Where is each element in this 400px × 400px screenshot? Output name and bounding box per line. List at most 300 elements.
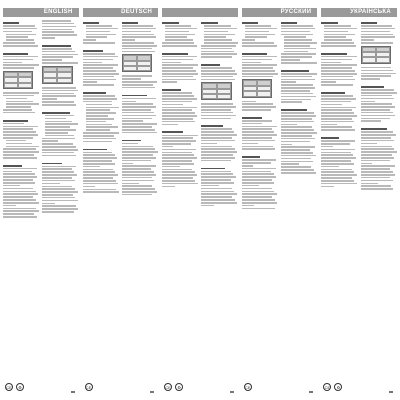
bullet-item (86, 25, 112, 27)
text-line (361, 163, 372, 165)
text-line (321, 174, 356, 176)
section-heading (83, 50, 104, 52)
text-line (42, 101, 74, 103)
text-line (281, 132, 317, 134)
text-line (201, 115, 235, 117)
text-line (242, 185, 259, 187)
text-line (242, 120, 272, 122)
bullet-item (284, 48, 316, 50)
text-line (3, 185, 20, 187)
text-line (42, 146, 75, 148)
table-cell (4, 83, 18, 88)
text-line (281, 81, 296, 83)
certification-marks (323, 383, 342, 391)
text-line (281, 34, 313, 36)
text-line (122, 45, 157, 47)
page-number (309, 391, 313, 393)
bullet-item (86, 109, 111, 111)
text-line (83, 169, 113, 171)
text-line (3, 168, 37, 170)
text-line (242, 109, 271, 111)
text-line (122, 151, 158, 153)
text-line (361, 143, 377, 145)
text-line (321, 56, 356, 58)
text-line (162, 118, 192, 120)
paragraph-gap (201, 59, 237, 62)
text-line (122, 191, 157, 193)
text-line (83, 53, 116, 55)
bullet-item (86, 112, 117, 114)
text-line (162, 64, 198, 66)
section-heading (242, 22, 258, 24)
text-line (162, 180, 195, 182)
bullet-item (86, 36, 108, 38)
bullet-item (245, 31, 269, 33)
text-line (162, 171, 195, 173)
text-line (42, 208, 78, 210)
paragraph-gap (122, 90, 158, 93)
text-line (162, 143, 191, 145)
section-heading (162, 22, 178, 24)
page-number (389, 391, 393, 393)
text-line (281, 53, 316, 55)
text-line (162, 45, 197, 47)
text-line (201, 51, 234, 53)
text-line (42, 194, 72, 196)
text-line (201, 185, 218, 187)
text-line (83, 79, 117, 81)
text-line (122, 112, 154, 114)
text-line (122, 51, 155, 53)
bullet-item (165, 28, 197, 30)
spec-table (361, 46, 391, 64)
paragraph-gap (3, 160, 39, 163)
text-block (242, 20, 278, 394)
bullet-item (204, 25, 230, 27)
column-header: РУССКИЙ (242, 8, 318, 17)
text-line (122, 185, 152, 187)
text-line (3, 95, 34, 97)
column-body (3, 17, 79, 394)
bullet-item (6, 106, 31, 108)
text-line (201, 73, 237, 75)
text-line (321, 169, 351, 171)
text-line (3, 182, 35, 184)
paragraph-gap (83, 144, 119, 147)
text-line (122, 163, 133, 165)
bullet-item (45, 135, 74, 137)
text-line (281, 76, 312, 78)
text-line (122, 34, 154, 36)
text-line (3, 173, 35, 175)
text-line (3, 205, 16, 207)
paragraph-gap (281, 65, 317, 68)
text-line (321, 186, 334, 188)
bullet-item (165, 31, 189, 33)
page-number (230, 391, 234, 393)
text-line (201, 79, 235, 81)
text-line (361, 101, 376, 103)
text-line (42, 20, 71, 22)
text-line (242, 131, 275, 133)
text-line (281, 166, 311, 168)
paragraph-gap (83, 45, 119, 48)
certification-marks (5, 383, 24, 391)
text-line (361, 146, 392, 148)
text-line (201, 188, 231, 190)
text-line (201, 56, 231, 58)
paragraph-gap (3, 115, 39, 118)
section-heading (3, 22, 19, 24)
bullet-item (6, 103, 39, 105)
paragraph-gap (162, 84, 198, 87)
text-line (281, 101, 302, 103)
text-line (201, 199, 234, 201)
ce-mark-icon: CE (165, 385, 171, 390)
text-line (281, 25, 313, 27)
text-line (83, 154, 115, 156)
paragraph-gap (3, 48, 39, 51)
column-body (162, 17, 238, 394)
text-line (361, 137, 391, 139)
text-line (201, 103, 233, 105)
text-line (242, 171, 271, 173)
column-body (83, 17, 159, 394)
text-line (242, 205, 255, 207)
text-line (162, 59, 192, 61)
recycle-icon: ♻ (334, 383, 342, 391)
text-line (361, 188, 394, 190)
bullet-item (86, 118, 115, 120)
section-heading (201, 125, 222, 127)
section-heading (3, 53, 28, 55)
text-line (281, 161, 313, 163)
text-line (201, 128, 231, 130)
text-line (242, 202, 278, 204)
text-line (321, 183, 357, 185)
bullet-item (284, 42, 317, 44)
text-line (42, 152, 73, 154)
text-line (122, 75, 152, 77)
text-line (122, 106, 156, 108)
text-line (361, 89, 394, 91)
section-heading (201, 64, 220, 66)
text-line (162, 107, 197, 109)
section-heading (281, 70, 309, 72)
text-line (162, 76, 193, 78)
section-heading (361, 86, 385, 88)
text-line (42, 155, 76, 157)
text-block (42, 20, 78, 394)
text-line (122, 180, 154, 182)
text-line (201, 179, 231, 181)
text-line (361, 25, 393, 27)
section-heading (162, 89, 181, 91)
text-line (3, 157, 37, 159)
text-line (201, 173, 233, 175)
text-block (122, 20, 158, 394)
text-line (201, 118, 231, 120)
text-line (281, 118, 311, 120)
text-line (201, 171, 230, 173)
text-line (3, 31, 32, 33)
text-line (122, 188, 155, 190)
table-cell (123, 66, 137, 71)
text-line (281, 146, 315, 148)
text-line (321, 45, 356, 47)
section-heading (122, 95, 147, 97)
text-line (3, 191, 36, 193)
text-line (83, 189, 116, 191)
text-line (321, 163, 353, 165)
text-line (321, 171, 354, 173)
page-number (71, 391, 75, 393)
text-line (3, 176, 37, 178)
column-body (242, 17, 318, 394)
bullet-item (245, 36, 267, 38)
text-line (321, 154, 353, 156)
text-line (201, 193, 236, 195)
text-line (242, 182, 274, 184)
text-line (162, 42, 194, 44)
text-line (201, 112, 233, 114)
text-line (201, 154, 232, 156)
section-heading (162, 53, 187, 55)
section-heading (122, 22, 138, 24)
text-line (281, 115, 316, 117)
text-line (321, 149, 355, 151)
text-line (122, 42, 154, 44)
bullet-item (6, 140, 26, 142)
text-line (162, 92, 191, 94)
text-line (242, 128, 272, 130)
text-line (162, 174, 197, 176)
text-line (281, 163, 298, 165)
bullet-item (86, 107, 119, 109)
text-line (201, 146, 232, 148)
bullet-item (6, 101, 33, 103)
text-line (3, 62, 22, 64)
text-line (321, 115, 356, 117)
text-line (83, 39, 96, 41)
section-heading (42, 163, 61, 165)
text-line (361, 148, 394, 150)
ce-mark-icon: CE (324, 385, 331, 390)
text-line (83, 62, 102, 64)
text-line (242, 168, 276, 170)
text-line (201, 140, 234, 142)
text-line (321, 140, 355, 142)
text-line (242, 193, 277, 195)
text-line (321, 67, 352, 69)
column-2 (83, 8, 159, 394)
certification-marks (85, 383, 93, 391)
bullet-item (204, 31, 228, 33)
text-line (162, 154, 194, 156)
text-line (42, 140, 58, 142)
text-line (321, 42, 353, 44)
text-line (201, 45, 236, 47)
bullet-item (6, 146, 39, 148)
text-line (3, 137, 33, 139)
text-line (361, 34, 393, 36)
text-line (42, 149, 78, 151)
text-line (321, 64, 357, 66)
text-line (162, 149, 196, 151)
text-line (281, 73, 317, 75)
section-heading (122, 140, 142, 142)
text-line (361, 67, 391, 69)
text-line (162, 112, 195, 114)
text-line (321, 118, 351, 120)
paragraph-gap (122, 135, 158, 138)
paragraph-gap (201, 120, 237, 123)
text-line (242, 179, 272, 181)
bullet-item (86, 115, 109, 117)
text-line (42, 166, 76, 168)
table-cell (217, 94, 231, 99)
text-line (162, 140, 196, 142)
text-line (242, 62, 261, 64)
text-line (361, 36, 395, 38)
text-block (201, 20, 237, 394)
text-line (83, 101, 113, 103)
text-line (361, 168, 390, 170)
text-line (162, 137, 193, 139)
text-line (321, 59, 351, 61)
text-line (361, 31, 390, 33)
text-line (83, 160, 113, 162)
text-line (3, 188, 33, 190)
text-line (201, 157, 235, 159)
text-line (42, 203, 55, 205)
bullet-item (165, 34, 195, 36)
text-line (122, 36, 156, 38)
paragraph-gap (242, 151, 278, 154)
text-line (3, 202, 39, 204)
column-header (162, 8, 238, 17)
text-line (361, 75, 391, 77)
text-line (281, 28, 315, 30)
text-line (242, 176, 276, 178)
paragraph-gap (83, 87, 119, 90)
text-line (242, 134, 277, 136)
text-line (361, 154, 392, 156)
text-line (321, 112, 354, 114)
text-line (242, 59, 272, 61)
text-block (3, 20, 39, 394)
text-line (201, 70, 234, 72)
text-line (122, 174, 156, 176)
text-line (3, 171, 32, 173)
text-line (242, 56, 277, 58)
spec-table (3, 71, 33, 89)
text-line (201, 131, 234, 133)
certification-marks (244, 383, 252, 391)
text-line (361, 165, 395, 167)
text-line (122, 118, 152, 120)
text-line (201, 134, 236, 136)
text-line (3, 151, 39, 153)
text-line (83, 141, 112, 143)
text-line (242, 188, 272, 190)
text-line (122, 87, 155, 89)
text-line (42, 31, 74, 33)
text-line (162, 169, 192, 171)
text-line (122, 183, 139, 185)
text-line (3, 92, 39, 94)
text-line (201, 143, 217, 145)
bullet-item (86, 34, 116, 36)
column-4 (242, 8, 318, 394)
text-line (42, 104, 76, 106)
table-cell (362, 57, 376, 62)
text-line (201, 151, 237, 153)
text-line (83, 183, 119, 185)
text-line (122, 39, 135, 41)
text-line (321, 126, 352, 128)
section-heading (281, 109, 307, 111)
text-line (201, 182, 233, 184)
text-line (281, 158, 311, 160)
text-line (3, 59, 33, 61)
text-line (162, 67, 193, 69)
text-line (201, 196, 231, 198)
text-line (281, 155, 315, 157)
text-line (242, 42, 274, 44)
section-heading (83, 92, 106, 94)
text-line (83, 180, 116, 182)
text-line (321, 104, 342, 106)
spec-table (201, 82, 231, 100)
bullet-item (45, 118, 66, 120)
text-line (42, 183, 59, 185)
table-cell (43, 78, 57, 83)
text-line (3, 210, 39, 212)
text-line (83, 73, 119, 75)
bullet-item (86, 31, 110, 33)
bullet-item (284, 36, 306, 38)
text-line (242, 162, 271, 164)
paragraph-gap (242, 112, 278, 115)
text-line (321, 124, 337, 126)
column-3 (162, 8, 238, 394)
text-line (321, 95, 353, 97)
text-line (162, 104, 183, 106)
text-line (361, 160, 390, 162)
text-line (42, 54, 77, 56)
text-line (242, 140, 275, 142)
text-line (281, 31, 310, 33)
text-line (281, 112, 314, 114)
bullet-item (45, 123, 78, 125)
text-line (361, 171, 393, 173)
text-line (242, 39, 255, 41)
text-line (122, 143, 138, 145)
paragraph-gap (162, 48, 198, 51)
text-line (321, 81, 336, 83)
text-line (201, 76, 232, 78)
text-line (83, 64, 119, 66)
text-block (162, 20, 198, 394)
text-line (122, 146, 153, 148)
text-line (3, 67, 34, 69)
paragraph-gap (361, 123, 397, 126)
text-line (3, 148, 36, 150)
bullet-item (6, 98, 27, 100)
text-line (242, 64, 278, 66)
text-line (242, 103, 274, 105)
